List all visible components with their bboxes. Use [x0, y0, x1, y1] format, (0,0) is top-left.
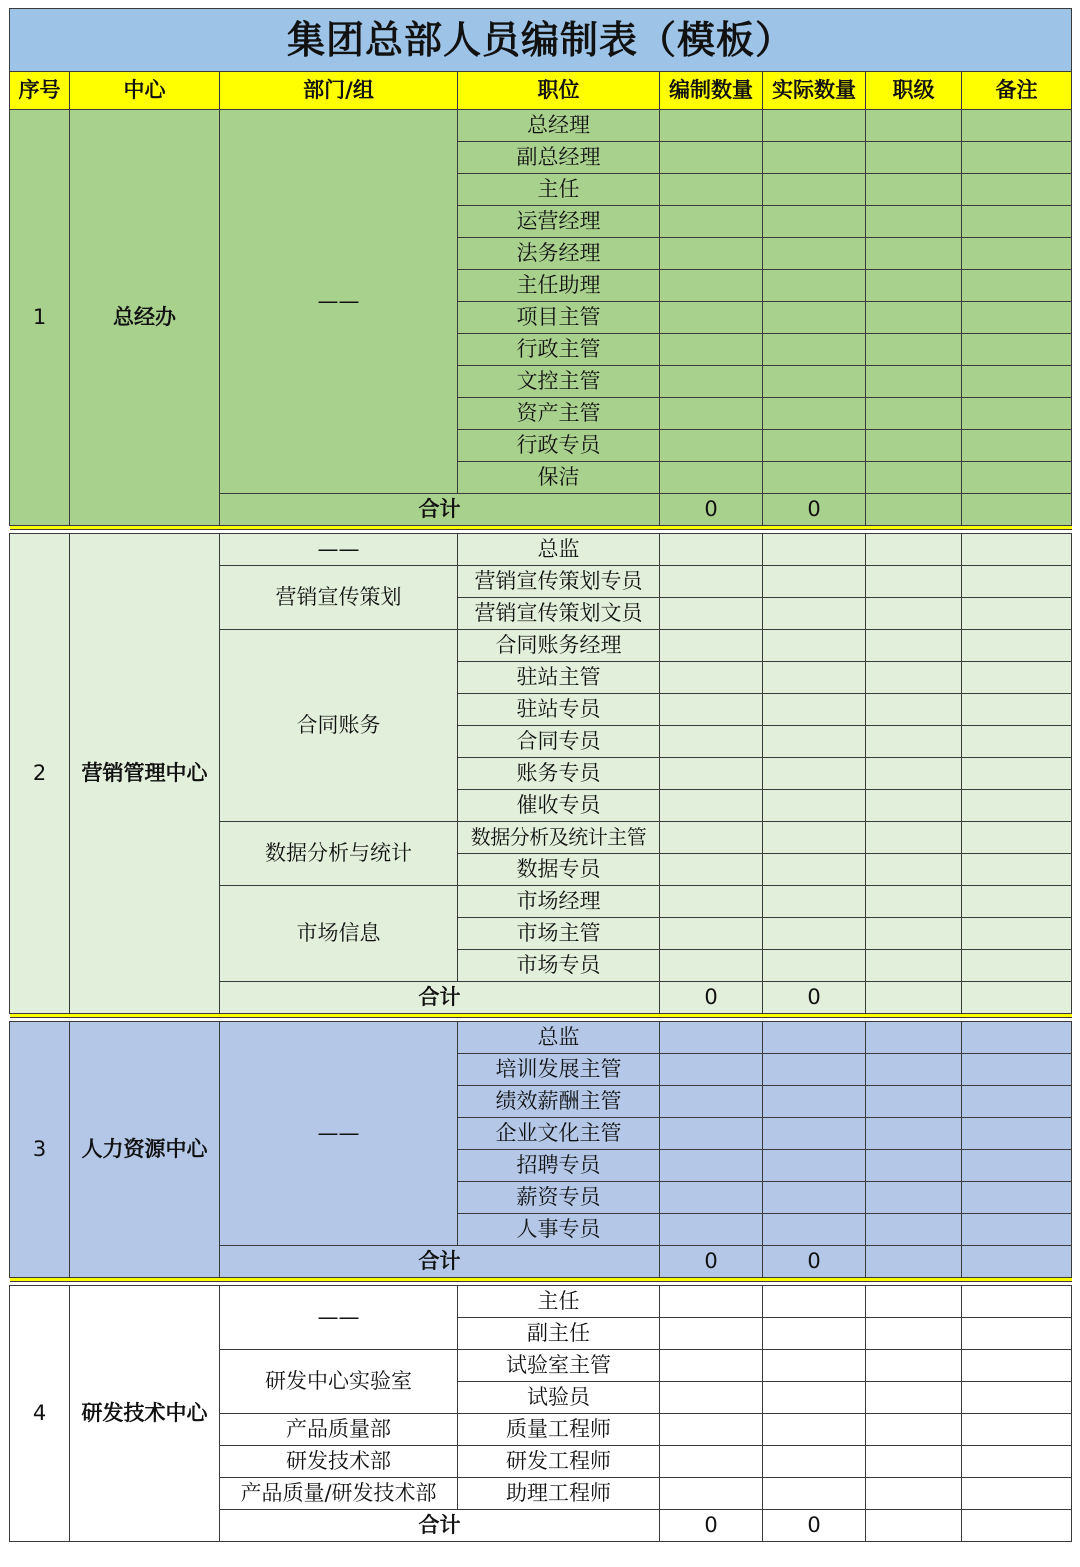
dept-cell: 数据分析与统计 [220, 822, 458, 886]
actual-cell[interactable] [763, 566, 866, 598]
actual-cell[interactable] [763, 854, 866, 886]
remark-cell[interactable] [962, 398, 1072, 430]
planned-cell[interactable] [660, 534, 763, 566]
remark-cell[interactable] [962, 758, 1072, 790]
actual-cell[interactable] [763, 918, 866, 950]
planned-cell[interactable] [660, 918, 763, 950]
planned-cell[interactable] [660, 398, 763, 430]
actual-cell[interactable] [763, 110, 866, 142]
level-cell[interactable] [866, 598, 962, 630]
level-cell[interactable] [866, 238, 962, 270]
position-cell: 总监 [458, 1022, 660, 1054]
position-cell: 副总经理 [458, 142, 660, 174]
actual-cell[interactable] [763, 430, 866, 462]
actual-cell[interactable] [763, 758, 866, 790]
position-cell: 绩效薪酬主管 [458, 1086, 660, 1118]
planned-cell[interactable] [660, 1286, 763, 1318]
level-cell[interactable] [866, 334, 962, 366]
level-cell[interactable] [866, 110, 962, 142]
level-cell[interactable] [866, 1086, 962, 1118]
actual-cell[interactable] [763, 1350, 866, 1382]
position-cell: 市场主管 [458, 918, 660, 950]
total-actual: 0 [763, 1510, 866, 1542]
seq-cell: 4 [10, 1286, 70, 1542]
table-row [10, 534, 1072, 566]
level-cell[interactable] [866, 790, 962, 822]
dept-cell: 营销宣传策划 [220, 566, 458, 630]
position-cell: 主任 [458, 1286, 660, 1318]
actual-cell[interactable] [763, 1022, 866, 1054]
header-planned: 编制数量 [660, 72, 763, 110]
level-cell[interactable] [866, 430, 962, 462]
planned-cell[interactable] [660, 1446, 763, 1478]
position-cell: 市场经理 [458, 886, 660, 918]
remark-cell[interactable] [962, 1054, 1072, 1086]
actual-cell[interactable] [763, 534, 866, 566]
seq-cell: 3 [10, 1022, 70, 1278]
actual-cell[interactable] [763, 630, 866, 662]
actual-cell[interactable] [763, 1054, 866, 1086]
planned-cell[interactable] [660, 854, 763, 886]
actual-cell[interactable] [763, 694, 866, 726]
dept-cell: 产品质量部 [220, 1414, 458, 1446]
actual-cell[interactable] [763, 1214, 866, 1246]
table-row [10, 110, 1072, 142]
planned-cell[interactable] [660, 822, 763, 854]
seq-cell: 1 [10, 110, 70, 526]
planned-cell[interactable] [660, 430, 763, 462]
remark-cell[interactable] [962, 1286, 1072, 1318]
actual-cell[interactable] [763, 1446, 866, 1478]
header-row [10, 72, 1072, 110]
level-cell[interactable] [866, 886, 962, 918]
planned-cell[interactable] [660, 726, 763, 758]
planned-cell[interactable] [660, 1350, 763, 1382]
position-cell: 质量工程师 [458, 1414, 660, 1446]
planned-cell[interactable] [660, 1022, 763, 1054]
actual-cell[interactable] [763, 1382, 866, 1414]
remark-cell[interactable] [962, 110, 1072, 142]
remark-cell[interactable] [962, 726, 1072, 758]
level-cell[interactable] [866, 174, 962, 206]
position-cell: 运营经理 [458, 206, 660, 238]
remark-cell[interactable] [962, 270, 1072, 302]
level-cell[interactable] [866, 1118, 962, 1150]
level-cell[interactable] [866, 270, 962, 302]
position-cell: 文控主管 [458, 366, 660, 398]
position-cell: 驻站专员 [458, 694, 660, 726]
header-level: 职级 [866, 72, 962, 110]
dept-cell: 研发中心实验室 [220, 1350, 458, 1414]
dept-cell: 合同账务 [220, 630, 458, 822]
level-cell[interactable] [866, 1182, 962, 1214]
sections-body [10, 110, 1072, 1542]
planned-cell[interactable] [660, 270, 763, 302]
actual-cell[interactable] [763, 334, 866, 366]
total-label: 合计 [220, 982, 660, 1014]
dept-cell: —— [220, 110, 458, 494]
actual-cell[interactable] [763, 1150, 866, 1182]
total-planned: 0 [660, 1510, 763, 1542]
level-cell[interactable] [866, 726, 962, 758]
planned-cell[interactable] [660, 1182, 763, 1214]
total-actual: 0 [763, 1246, 866, 1278]
planned-cell[interactable] [660, 334, 763, 366]
planned-cell[interactable] [660, 886, 763, 918]
planned-cell[interactable] [660, 238, 763, 270]
position-cell: 合同专员 [458, 726, 660, 758]
position-cell: 数据分析及统计主管 [458, 822, 660, 854]
remark-cell[interactable] [962, 694, 1072, 726]
total-label: 合计 [220, 494, 660, 526]
remark-cell[interactable] [962, 1446, 1072, 1478]
position-cell: 催收专员 [458, 790, 660, 822]
position-cell: 主任助理 [458, 270, 660, 302]
actual-cell[interactable] [763, 1318, 866, 1350]
position-cell: 薪资专员 [458, 1182, 660, 1214]
planned-cell[interactable] [660, 174, 763, 206]
header-dept: 部门/组 [220, 72, 458, 110]
actual-cell[interactable] [763, 662, 866, 694]
position-cell: 合同账务经理 [458, 630, 660, 662]
level-cell[interactable] [866, 694, 962, 726]
header-seq: 序号 [10, 72, 70, 110]
planned-cell[interactable] [660, 206, 763, 238]
remark-cell[interactable] [962, 566, 1072, 598]
actual-cell[interactable] [763, 206, 866, 238]
total-planned: 0 [660, 494, 763, 526]
actual-cell[interactable] [763, 886, 866, 918]
total-planned: 0 [660, 982, 763, 1014]
remark-cell[interactable] [962, 1086, 1072, 1118]
total-planned: 0 [660, 1246, 763, 1278]
remark-cell[interactable] [962, 334, 1072, 366]
planned-cell[interactable] [660, 566, 763, 598]
planned-cell[interactable] [660, 1054, 763, 1086]
position-cell: 资产主管 [458, 398, 660, 430]
remark-cell[interactable] [962, 430, 1072, 462]
actual-cell[interactable] [763, 790, 866, 822]
planned-cell[interactable] [660, 142, 763, 174]
actual-cell[interactable] [763, 302, 866, 334]
level-cell[interactable] [866, 302, 962, 334]
total-actual: 0 [763, 494, 866, 526]
remark-cell[interactable] [962, 854, 1072, 886]
level-cell[interactable] [866, 1286, 962, 1318]
position-cell: 法务经理 [458, 238, 660, 270]
remark-cell[interactable] [962, 918, 1072, 950]
position-cell: 副主任 [458, 1318, 660, 1350]
position-cell: 账务专员 [458, 758, 660, 790]
level-cell[interactable] [866, 630, 962, 662]
planned-cell[interactable] [660, 462, 763, 494]
planned-cell[interactable] [660, 790, 763, 822]
actual-cell[interactable] [763, 270, 866, 302]
planned-cell[interactable] [660, 1150, 763, 1182]
staffing-table [9, 8, 1072, 1542]
table-row [10, 1022, 1072, 1054]
level-cell[interactable] [866, 1054, 962, 1086]
actual-cell[interactable] [763, 598, 866, 630]
position-cell: 数据专员 [458, 854, 660, 886]
position-cell: 项目主管 [458, 302, 660, 334]
level-cell[interactable] [866, 206, 962, 238]
planned-cell[interactable] [660, 1382, 763, 1414]
level-cell[interactable] [866, 1382, 962, 1414]
planned-cell[interactable] [660, 662, 763, 694]
level-cell[interactable] [866, 758, 962, 790]
position-cell: 总经理 [458, 110, 660, 142]
planned-cell[interactable] [660, 758, 763, 790]
actual-cell[interactable] [763, 174, 866, 206]
level-cell[interactable] [866, 1022, 962, 1054]
position-cell: 培训发展主管 [458, 1054, 660, 1086]
position-cell: 主任 [458, 174, 660, 206]
dept-cell: 产品质量/研发技术部 [220, 1478, 458, 1510]
remark-cell[interactable] [962, 534, 1072, 566]
actual-cell[interactable] [763, 1118, 866, 1150]
actual-cell[interactable] [763, 822, 866, 854]
level-cell[interactable] [866, 398, 962, 430]
level-cell[interactable] [866, 1246, 962, 1278]
sheet-title: 集团总部人员编制表（模板） [10, 9, 1072, 72]
remark-cell[interactable] [962, 142, 1072, 174]
actual-cell[interactable] [763, 726, 866, 758]
remark-cell[interactable] [962, 238, 1072, 270]
position-cell: 研发工程师 [458, 1446, 660, 1478]
position-cell: 市场专员 [458, 950, 660, 982]
remark-cell[interactable] [962, 1214, 1072, 1246]
position-cell: 驻站主管 [458, 662, 660, 694]
actual-cell[interactable] [763, 142, 866, 174]
level-cell[interactable] [866, 950, 962, 982]
position-cell: 企业文化主管 [458, 1118, 660, 1150]
level-cell[interactable] [866, 1350, 962, 1382]
remark-cell[interactable] [962, 366, 1072, 398]
level-cell[interactable] [866, 1150, 962, 1182]
level-cell[interactable] [866, 854, 962, 886]
dept-cell: —— [220, 1286, 458, 1350]
dept-cell: —— [220, 1022, 458, 1246]
actual-cell[interactable] [763, 1286, 866, 1318]
level-cell[interactable] [866, 1318, 962, 1350]
center-name: 总经办 [70, 110, 220, 526]
table-row [10, 1286, 1072, 1318]
planned-cell[interactable] [660, 302, 763, 334]
actual-cell[interactable] [763, 1182, 866, 1214]
remark-cell[interactable] [962, 1182, 1072, 1214]
position-cell: 营销宣传策划文员 [458, 598, 660, 630]
level-cell[interactable] [866, 918, 962, 950]
level-cell[interactable] [866, 982, 962, 1014]
center-name: 研发技术中心 [70, 1286, 220, 1542]
remark-cell[interactable] [962, 1382, 1072, 1414]
remark-cell[interactable] [962, 886, 1072, 918]
planned-cell[interactable] [660, 1318, 763, 1350]
header-center: 中心 [70, 72, 220, 110]
position-cell: 营销宣传策划专员 [458, 566, 660, 598]
position-cell: 试验室主管 [458, 1350, 660, 1382]
position-cell: 行政专员 [458, 430, 660, 462]
remark-cell[interactable] [962, 1318, 1072, 1350]
level-cell[interactable] [866, 1446, 962, 1478]
level-cell[interactable] [866, 142, 962, 174]
dept-cell: 市场信息 [220, 886, 458, 982]
level-cell[interactable] [866, 366, 962, 398]
planned-cell[interactable] [660, 630, 763, 662]
staffing-sheet [9, 8, 1071, 1542]
remark-cell[interactable] [962, 1510, 1072, 1542]
level-cell[interactable] [866, 566, 962, 598]
remark-cell[interactable] [962, 462, 1072, 494]
header-position: 职位 [458, 72, 660, 110]
remark-cell[interactable] [962, 790, 1072, 822]
remark-cell[interactable] [962, 1478, 1072, 1510]
planned-cell[interactable] [660, 1086, 763, 1118]
level-cell[interactable] [866, 662, 962, 694]
remark-cell[interactable] [962, 1246, 1072, 1278]
level-cell[interactable] [866, 1478, 962, 1510]
level-cell[interactable] [866, 534, 962, 566]
center-name: 人力资源中心 [70, 1022, 220, 1278]
actual-cell[interactable] [763, 366, 866, 398]
actual-cell[interactable] [763, 238, 866, 270]
planned-cell[interactable] [660, 1214, 763, 1246]
actual-cell[interactable] [763, 398, 866, 430]
remark-cell[interactable] [962, 206, 1072, 238]
planned-cell[interactable] [660, 366, 763, 398]
planned-cell[interactable] [660, 950, 763, 982]
seq-cell: 2 [10, 534, 70, 1014]
planned-cell[interactable] [660, 598, 763, 630]
position-cell: 保洁 [458, 462, 660, 494]
remark-cell[interactable] [962, 1350, 1072, 1382]
level-cell[interactable] [866, 1214, 962, 1246]
planned-cell[interactable] [660, 1478, 763, 1510]
planned-cell[interactable] [660, 694, 763, 726]
dept-cell: 研发技术部 [220, 1446, 458, 1478]
position-cell: 招聘专员 [458, 1150, 660, 1182]
planned-cell[interactable] [660, 1118, 763, 1150]
planned-cell[interactable] [660, 1414, 763, 1446]
position-cell: 助理工程师 [458, 1478, 660, 1510]
actual-cell[interactable] [763, 950, 866, 982]
position-cell: 总监 [458, 534, 660, 566]
position-cell: 行政主管 [458, 334, 660, 366]
position-cell: 试验员 [458, 1382, 660, 1414]
level-cell[interactable] [866, 822, 962, 854]
remark-cell[interactable] [962, 494, 1072, 526]
planned-cell[interactable] [660, 110, 763, 142]
center-name: 营销管理中心 [70, 534, 220, 1014]
actual-cell[interactable] [763, 462, 866, 494]
remark-cell[interactable] [962, 822, 1072, 854]
remark-cell[interactable] [962, 1150, 1072, 1182]
remark-cell[interactable] [962, 174, 1072, 206]
header-remark: 备注 [962, 72, 1072, 110]
total-label: 合计 [220, 1510, 660, 1542]
level-cell[interactable] [866, 494, 962, 526]
remark-cell[interactable] [962, 982, 1072, 1014]
remark-cell[interactable] [962, 1414, 1072, 1446]
remark-cell[interactable] [962, 598, 1072, 630]
remark-cell[interactable] [962, 1118, 1072, 1150]
total-actual: 0 [763, 982, 866, 1014]
remark-cell[interactable] [962, 950, 1072, 982]
total-label: 合计 [220, 1246, 660, 1278]
actual-cell[interactable] [763, 1414, 866, 1446]
remark-cell[interactable] [962, 630, 1072, 662]
actual-cell[interactable] [763, 1086, 866, 1118]
header-actual: 实际数量 [763, 72, 866, 110]
level-cell[interactable] [866, 462, 962, 494]
remark-cell[interactable] [962, 662, 1072, 694]
level-cell[interactable] [866, 1414, 962, 1446]
level-cell[interactable] [866, 1510, 962, 1542]
dept-cell: —— [220, 534, 458, 566]
remark-cell[interactable] [962, 1022, 1072, 1054]
remark-cell[interactable] [962, 302, 1072, 334]
actual-cell[interactable] [763, 1478, 866, 1510]
position-cell: 人事专员 [458, 1214, 660, 1246]
